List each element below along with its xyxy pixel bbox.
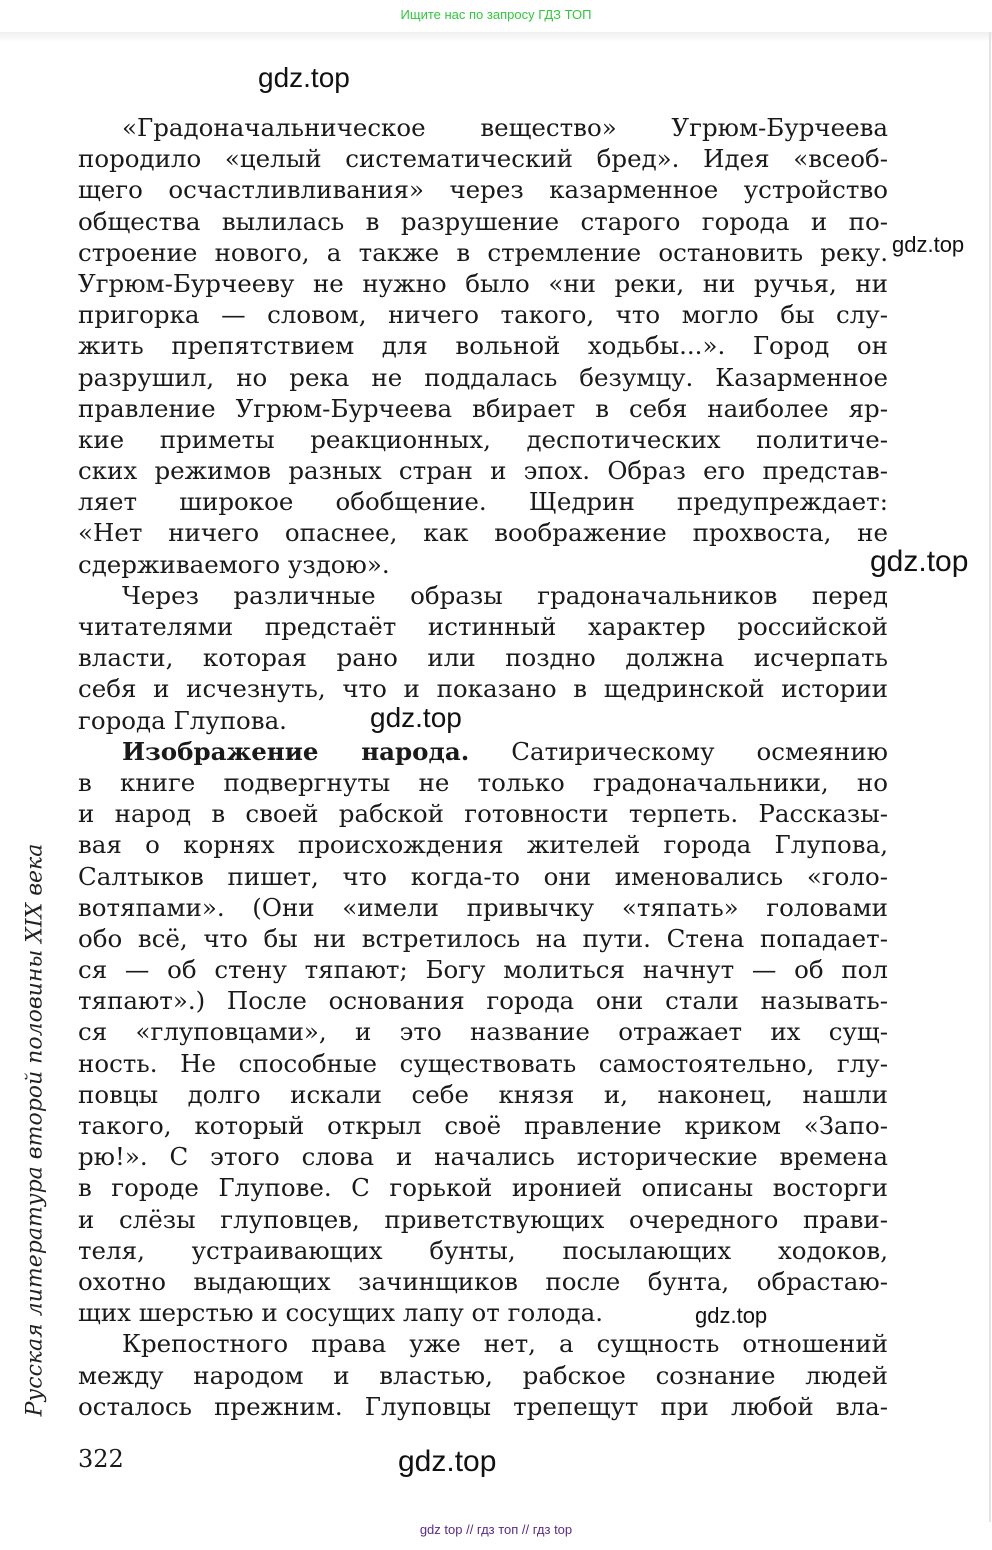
text-line bbox=[78, 330, 888, 361]
line-text: общества вылилась в разрушение старого города и по- bbox=[78, 206, 888, 236]
text-line bbox=[78, 517, 888, 548]
line-text: жить препятствием для вольной ходьбы...». Город он bbox=[78, 331, 888, 361]
line-text: ских режимов разных стран и эпох. Образ его представ- bbox=[78, 456, 888, 486]
line-text: разрушил, но река не поддалась безумцу. Казарменное bbox=[78, 362, 888, 392]
text-line bbox=[78, 861, 888, 892]
text-line bbox=[78, 486, 888, 517]
line-text: породило «целый систематический бред». Идея «всеоб- bbox=[78, 144, 888, 174]
watermark: gdz.top bbox=[370, 702, 462, 733]
line-text: ляет широкое обобщение. Щедрин предупреждает: bbox=[78, 487, 888, 517]
line-text: правление Угрюм-Бурчеева вбирает в себя наиболее яр- bbox=[78, 393, 888, 423]
text-line bbox=[78, 1079, 888, 1110]
text-line bbox=[78, 455, 888, 486]
page-number: 322 bbox=[78, 1445, 124, 1473]
text-line bbox=[78, 798, 888, 829]
text-line bbox=[78, 237, 888, 268]
text-line bbox=[78, 1391, 888, 1422]
line-text: в книге подвергнуты не только градоначальники, но bbox=[78, 767, 888, 797]
text-line bbox=[78, 549, 888, 580]
body-text bbox=[78, 112, 888, 1422]
text-line bbox=[78, 892, 888, 923]
watermark: gdz.top bbox=[892, 232, 965, 257]
text-line bbox=[78, 954, 888, 985]
text-line bbox=[78, 1266, 888, 1297]
line-text: пригорка — словом, ничего такого, что могло бы слу- bbox=[78, 300, 888, 330]
line-text: кие приметы реакционных, деспотических политиче- bbox=[78, 424, 888, 454]
text-line bbox=[78, 1141, 888, 1172]
text-line bbox=[78, 767, 888, 798]
text-line bbox=[78, 705, 888, 736]
text-line bbox=[78, 143, 888, 174]
watermark: gdz.top bbox=[398, 1445, 497, 1478]
line-text: власти, которая рано или поздно должна исчерпать bbox=[78, 643, 888, 673]
text-line bbox=[78, 642, 888, 673]
line-text: повцы долго искали себе князя и, наконец, нашли bbox=[78, 1079, 888, 1109]
text-line bbox=[78, 1235, 888, 1266]
top-banner bbox=[0, 0, 992, 32]
line-text: в городе Глупове. С горькой иронией описаны восторги bbox=[78, 1173, 888, 1203]
line-text: ся — об стену тяпают; Богу молиться начнут — об пол bbox=[78, 955, 888, 985]
text-line bbox=[78, 1328, 888, 1359]
text-line bbox=[78, 611, 888, 642]
text-line bbox=[78, 923, 888, 954]
watermark: gdz.top bbox=[870, 545, 969, 578]
text-line bbox=[78, 1204, 888, 1235]
line-text: щего осчастливливания» через казарменное устройство bbox=[78, 175, 888, 205]
text-line bbox=[78, 206, 888, 237]
section-heading: Изображение народа. bbox=[122, 736, 470, 766]
line-text: Крепостного права уже нет, а сущность отношений bbox=[122, 1329, 888, 1359]
line-text: сдерживаемого уздою». bbox=[78, 549, 390, 579]
text-line bbox=[78, 1048, 888, 1079]
line-text: Через различные образы градоначальников перед bbox=[122, 580, 888, 610]
line-text: и народ в своей рабской готовности терпеть. Рассказы- bbox=[78, 799, 888, 829]
line-text: «Нет ничего опаснее, как воображение прохвоста, не bbox=[78, 518, 888, 548]
text-line bbox=[78, 299, 888, 330]
text-line bbox=[78, 829, 888, 860]
line-text: вая о корнях происхождения жителей города Глупова, bbox=[78, 830, 888, 860]
line-text: ся «глуповцами», и это название отражает их сущ- bbox=[78, 1017, 888, 1047]
line-text: рю!». С этого слова и начались исторические времена bbox=[78, 1142, 888, 1172]
line-text: осталось прежним. Глуповцы трепещут при любой вла- bbox=[78, 1391, 888, 1421]
line-text: и слёзы глуповцев, приветствующих очередного прави- bbox=[78, 1204, 888, 1234]
text-line bbox=[78, 985, 888, 1016]
line-text: себя и исчезнуть, что и показано в щедринской истории bbox=[78, 674, 888, 704]
text-line bbox=[78, 1172, 888, 1203]
text-line bbox=[78, 393, 888, 424]
text-line bbox=[78, 1110, 888, 1141]
page-edge bbox=[989, 32, 991, 1522]
line-text: Сатирическому осмеянию bbox=[511, 736, 888, 766]
text-line bbox=[78, 736, 888, 767]
text-line bbox=[78, 673, 888, 704]
line-text: Угрюм-Бурчееву не нужно было «ни реки, ни ручья, ни bbox=[78, 268, 888, 298]
text-line bbox=[78, 362, 888, 393]
line-text: ность. Не способные существовать самостоятельно, глу- bbox=[78, 1048, 888, 1078]
running-title: Русская литература второй половины XIX века bbox=[22, 843, 48, 1417]
line-text: такого, который открыл своё правление криком «Запо- bbox=[78, 1111, 888, 1140]
footer-links: gdz top // гдз топ // гдз top bbox=[419, 1522, 573, 1537]
line-text: щих шерстью и сосущих лапу от голода. bbox=[78, 1298, 604, 1328]
line-text: «Градоначальническое вещество» Угрюм-Бурчеева bbox=[122, 113, 888, 142]
banner-text: Ищите нас по запросу ГДЗ ТОП bbox=[400, 7, 592, 22]
line-text: города Глупова. bbox=[78, 705, 287, 735]
banner-shadow bbox=[0, 32, 992, 42]
text-line bbox=[78, 1360, 888, 1391]
line-text: Салтыков пишет, что когда-то они именовались «голо- bbox=[78, 861, 888, 891]
text-line bbox=[78, 580, 888, 611]
line-text: строение нового, а также в стремление остановить реку. bbox=[78, 237, 888, 267]
line-text: вотяпами». (Они «имели привычку «тяпать» головами bbox=[78, 892, 888, 922]
text-line bbox=[78, 174, 888, 205]
text-line bbox=[78, 424, 888, 455]
text-line bbox=[78, 112, 888, 143]
watermark: gdz.top bbox=[695, 1303, 768, 1328]
line-text: читателями предстаёт истинный характер российской bbox=[78, 612, 888, 641]
line-text: тяпают».) После основания города они стали называть- bbox=[78, 986, 888, 1016]
line-text: теля, устраивающих бунты, посылающих ходоков, bbox=[78, 1235, 888, 1265]
watermark: gdz.top bbox=[258, 62, 350, 93]
text-line bbox=[78, 268, 888, 299]
line-text: обо всё, что бы ни встретилось на пути. Стена попадает- bbox=[78, 923, 888, 953]
line-text: охотно выдающих зачинщиков после бунта, обрастаю- bbox=[78, 1266, 888, 1296]
text-line bbox=[78, 1016, 888, 1047]
line-text: между народом и властью, рабское сознание людей bbox=[78, 1360, 888, 1390]
